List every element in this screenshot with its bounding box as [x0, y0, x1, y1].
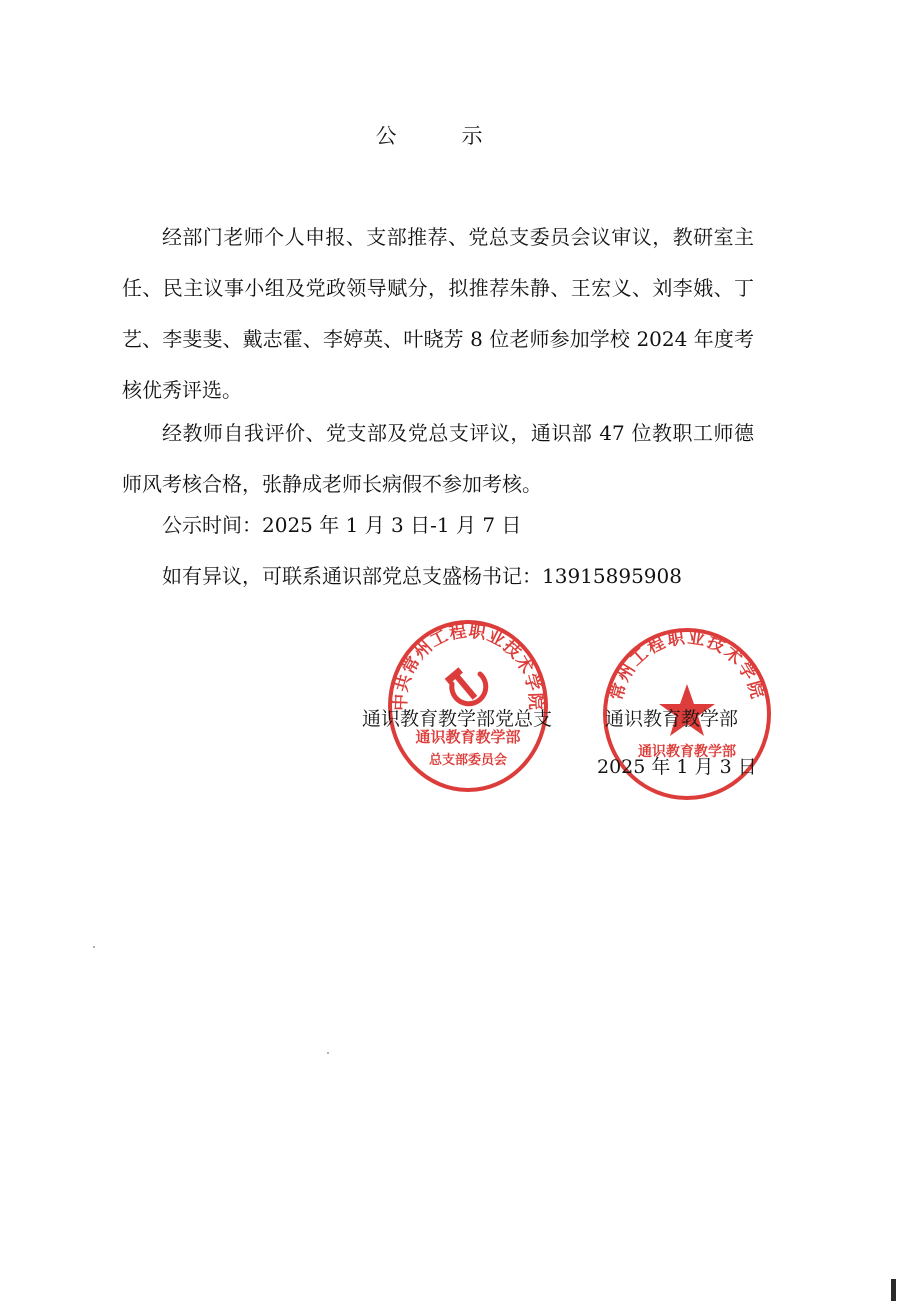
scan-edge-mark — [891, 1279, 896, 1301]
svg-text:中共常州工程职业技术学院 — [390, 620, 547, 711]
paragraph-ethics-assessment: 经教师自我评价、党支部及党总支评议，通识部 47 位教职工师德师风考核合格，张静成老师长病假不参加考核。 — [122, 421, 754, 496]
paragraph-nominations: 经部门老师个人申报、支部推荐、党总支委员会议审议，教研室主任、民主议事小组及党政领导赋分，拟推荐朱静、王宏义、刘李娥、丁艺、李斐斐、戴志霍、李婷英、叶晓芳 8 位老师参加学校 2024 年度考核优秀评选。 — [122, 225, 754, 402]
signature-party-branch: 通识教育教学部党总支 — [362, 708, 553, 730]
party-seal-line2: 总支部委员会 — [428, 753, 508, 768]
signature-department: 通识教育教学部 — [605, 708, 739, 730]
party-seal-line1: 通识教育教学部 — [415, 728, 521, 746]
party-seal-arc-text: 中共常州工程职业技术学院 — [390, 621, 546, 712]
document-title: 公 示 — [375, 124, 505, 148]
hammer-sickle-icon — [445, 667, 486, 703]
dept-seal-arc-text: 常州工程职业技术学院 — [606, 627, 768, 703]
paragraph-contact: 如有异议，可联系通识部党总支盛杨书记：13915895908 — [162, 564, 682, 588]
paragraph-publicity-period: 公示时间：2025 年 1 月 3 日-1 月 7 日 — [162, 513, 522, 537]
signature-date: 2025 年 1 月 3 日 — [597, 756, 757, 778]
dept-seal-line1: 通识教育教学部 — [638, 744, 736, 760]
scan-speck — [327, 1052, 329, 1054]
scan-speck — [93, 946, 95, 948]
